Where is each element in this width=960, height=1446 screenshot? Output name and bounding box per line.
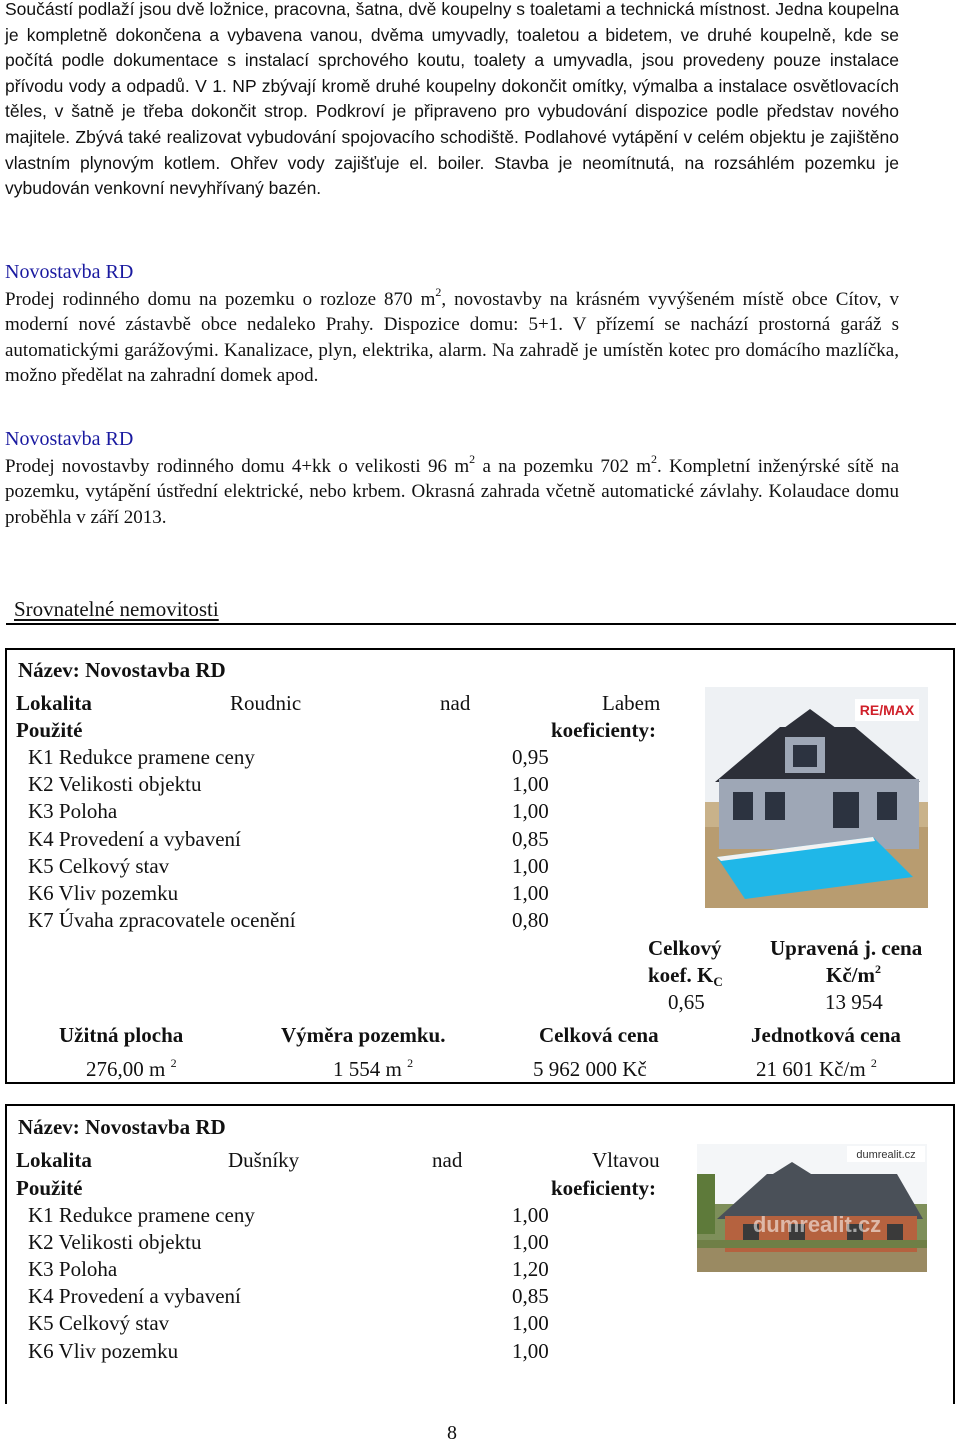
- comp1-locality-2: nad: [440, 691, 471, 715]
- comp1-name: Název: Novostavba RD: [18, 658, 226, 682]
- comp2-k1-value: 1,00: [512, 1203, 549, 1227]
- comp2-used-label: Použité: [16, 1176, 83, 1200]
- comp1-adj-price-value: 13 954: [825, 990, 883, 1014]
- comp1-k2-label: K2 Velikosti objektu: [28, 772, 202, 796]
- comp2-k6-label: K6 Vliv pozemku: [28, 1339, 179, 1363]
- intro-paragraph: Součástí podlaží jsou dvě ložnice, pracovna, šatna, dvě koupelny s toaletami a technická místnost. Jedna koupelna je kompletně dokončena a vybavena vanou, dvěma umyvadly, toaletou a bidetem, ve druhé koupelně, kde se počítá podle dokumentace s instalací sprchového koutu, toalety a umyvadla, jsou provedeny pouze instalace přívodu vody a odpadů. V 1. NP zbývají kromě druhé koupelny dokončit omítky, výmalba a instalace osvětlovacích těles, v šatně je třeba dokončit strop. Podkroví je připraveno pro vybudování dispozice podle představ nového majitele. Zbývá také realizovat vybudování spojovacího schodiště. Podlahové vytápění v celém objektu je zajištěno vlastním plynovým kotlem. Ohřev vody zajišťuje el. boiler. Stavba je neomítnutá, na rozsáhlém pozemku je vybudován venkovní nevyhřívaný bazén.: [5, 0, 899, 199]
- comp1-locality-1: Roudnic: [230, 691, 302, 715]
- comp2-k4-value: 0,85: [512, 1284, 549, 1308]
- listing-1-text: Prodej rodinného domu na pozemku o rozloze 870 $m^2$, novostavby na krásném vyvýšeném místě obce Cítov, v moderní nové zástavbě obce nedaleko Prahy. Dispozice domu: 5+1. V přízemí se nachází prostorná garáž s automatickými garážovými. Kanalizace, plyn, elektrika, alarm. Na zahradě je umístěn kotec pro domácího mazlíčka, možno předělat na zahradní domek apod.: [5, 285, 899, 387]
- listing-2-text: Prodej novostavby rodinného domu 4+kk o velikosti 96 $m^2$ a na pozemku 702 $m^2$. Kompletní inženýrské sítě na pozemku, vytápění ústřední elektrické, nebo krbem. Okrasná zahrada včetně automatické závlahy. Kolaudace domu proběhla v září 2013.: [5, 452, 899, 528]
- comp1-remax-logo: RE/MAX: [859, 702, 915, 718]
- comp2-k5-value: 1,00: [512, 1311, 549, 1335]
- comp2-coef-label: koeficienty:: [551, 1176, 656, 1200]
- comp2-k6-value: 1,00: [512, 1339, 549, 1363]
- comp2-locality-3: Vltavou: [592, 1148, 660, 1172]
- comp1-unit-price-label: Jednotková cena: [751, 1023, 901, 1047]
- comp1-k6-label: K6 Vliv pozemku: [28, 881, 179, 905]
- listing-1-title: Novostavba RD: [5, 261, 134, 283]
- comp1-used-label: Použité: [16, 718, 83, 742]
- comp1-k5-label: K5 Celkový stav: [28, 854, 170, 878]
- comp1-house-photo: [705, 687, 928, 908]
- comp1-locality-3: Labem: [602, 691, 661, 715]
- comp1-total-price-value: 5 962 000 Kč: [533, 1057, 647, 1081]
- comp2-logo: dumrealit.cz: [856, 1149, 916, 1161]
- comp1-locality-label: Lokalita: [16, 691, 92, 715]
- comp2-k4-label: K4 Provedení a vybavení: [28, 1284, 241, 1308]
- comp1-k3-label: K3 Poloha: [28, 799, 118, 823]
- comp1-k1-label: K1 Redukce pramene ceny: [28, 745, 255, 769]
- comp1-k7-value: 0,80: [512, 908, 549, 932]
- comp2-locality-1: Dušníky: [228, 1148, 300, 1172]
- comp1-adj-price-label-2: $Kč/m^2$: [826, 962, 881, 987]
- comp2-locality-2: nad: [432, 1148, 463, 1172]
- comp1-k5-value: 1,00: [512, 854, 549, 878]
- comp1-k1-value: 0,95: [512, 745, 549, 769]
- comp1-k3-value: 1,00: [512, 799, 549, 823]
- listing-2-title: Novostavba RD: [5, 428, 134, 450]
- comp2-k3-value: 1,20: [512, 1257, 549, 1281]
- comp1-k7-label: K7 Úvaha zpracovatele ocenění: [28, 908, 296, 932]
- comp1-usable-area-label: Užitná plocha: [59, 1023, 184, 1047]
- comp1-usable-area-value: 276,00 m $^2$: [86, 1056, 177, 1081]
- comp1-land-area-label: Výměra pozemku.: [281, 1023, 446, 1047]
- page-number: 8: [447, 1422, 457, 1444]
- comp1-land-area-value: 1 554 m $^2$: [333, 1056, 414, 1081]
- comp1-k4-label: K4 Provedení a vybavení: [28, 827, 241, 851]
- comp2-k3-label: K3 Poloha: [28, 1257, 118, 1281]
- section-rule: [6, 623, 956, 625]
- comp1-k2-value: 1,00: [512, 772, 549, 796]
- comp1-coef-label: koeficienty:: [551, 718, 656, 742]
- section-title: Srovnatelné nemovitosti: [14, 597, 219, 621]
- comp1-total-coef-value: 0,65: [668, 990, 705, 1014]
- comp2-k2-label: K2 Velikosti objektu: [28, 1230, 202, 1254]
- comp2-k5-label: K5 Celkový stav: [28, 1311, 170, 1335]
- comp1-total-coef-label-2: koef. $K_C$: [648, 963, 723, 989]
- comp1-adj-price-label-1: Upravená j. cena: [770, 936, 923, 960]
- comp2-k1-label: K1 Redukce pramene ceny: [28, 1203, 255, 1227]
- comp2-k2-value: 1,00: [512, 1230, 549, 1254]
- comp1-total-price-label: Celková cena: [539, 1023, 659, 1047]
- comp1-k4-value: 0,85: [512, 827, 549, 851]
- comp2-locality-label: Lokalita: [16, 1148, 92, 1172]
- comp2-house-photo: [697, 1144, 927, 1272]
- comp1-total-coef-label-1: Celkový: [648, 936, 722, 960]
- comp2-name: Název: Novostavba RD: [18, 1115, 226, 1139]
- comp1-k6-value: 1,00: [512, 881, 549, 905]
- comp1-unit-price-value: 21 601 Kč/m $^2$: [756, 1056, 877, 1081]
- comp2-watermark: dumrealit.cz: [752, 1212, 882, 1237]
